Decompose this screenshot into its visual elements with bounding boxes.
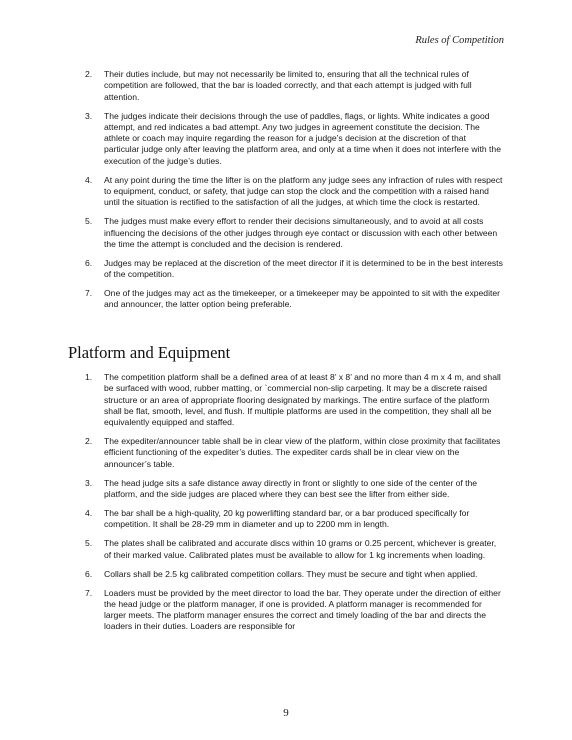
- item-text: The judges indicate their decisions through the use of paddles, flags, or lights. White indicates a good attempt, and red indicates a bad attempt. Any two judges in agreement constitute the decision. The athlete or coach may inquire regarding the reason for a judge’s decision at the discretion of that particular judge only after leaving the platform area, and only at a time when it does not interfere with the execution of the judge’s duties.: [104, 110, 501, 166]
- list-item: [85, 111, 503, 167]
- section-heading: Platform and Equipment: [68, 343, 231, 362]
- item-number: 2.: [85, 69, 93, 79]
- item-text: The head judge sits a safe distance away directly in front or slightly to one side of the center of the platform, and the side judges are placed where they can best see the lifter from either side.: [104, 477, 478, 500]
- item-text: One of the judges may act as the timekeeper, or a timekeeper may be appointed to sit with the expediter and announcer, the latter option being preferable.: [104, 288, 501, 310]
- item-number: 5.: [85, 538, 93, 549]
- item-text: The judges must make every effort to render their decisions simultaneously, and to avoid at all costs influencing the decisions of the other judges through eye contact or discussion with each other between the time the attempt is concluded and the decision is rendered.: [104, 216, 498, 249]
- item-number: 1.: [85, 372, 93, 382]
- item-number: 2.: [85, 436, 93, 447]
- item-number: 4.: [85, 174, 93, 185]
- platform-equipment-list: [85, 372, 503, 640]
- list-item: [85, 372, 503, 428]
- list-item: [85, 569, 503, 580]
- list-item: [85, 175, 503, 209]
- list-item: [85, 436, 503, 470]
- item-text: The bar shall be a high-quality, 20 kg powerlifting standard bar, or a bar produced specifically for competition. It shall be 28-29 mm in diameter and up to 2200 mm in length.: [104, 508, 470, 530]
- list-item: [85, 216, 503, 250]
- item-text: At any point during the time the lifter is on the platform any judge sees any infraction of rules with respect to equipment, conduct, or safety, that judge can stop the clock and the competition with a raised hand until the situation is rectified to the satisfaction of all the judges, at which time the clock is restarted.: [104, 174, 503, 208]
- item-text: Collars shall be 2.5 kg calibrated competition collars. They must be secure and tight when applied.: [104, 568, 478, 579]
- item-text: Loaders must be provided by the meet director to load the bar. They operate under the direction of either the head judge or the platform manager, if one is provided. A platform manager is recommended for larger meets. The platform manager ensures the correct and timely loading of the bar and directs the loaders in their duties. Loaders are responsible for: [104, 587, 501, 632]
- judges-duties-list: [85, 69, 503, 318]
- item-text: Their duties include, but may not necessarily be limited to, ensuring that all the technical rules of competition are followed, that the bar is loaded correctly, and that each attempt is judged with full attention.: [104, 69, 472, 102]
- list-item: [85, 288, 503, 311]
- page-number: 9: [283, 707, 289, 719]
- item-text: The expediter/announcer table shall be in clear view of the platform, within close proximity that facilitates efficient functioning of the expediter’s duties. The expediter cards shall be in clear view on the announcer’s table.: [104, 436, 501, 469]
- item-text: The plates shall be calibrated and accurate discs within 10 grams or 0.25 percent, whichever is greater, of their marked value. Calibrated plates must be available to allow for 1 kg increments when loading.: [104, 538, 497, 560]
- list-item: [85, 538, 503, 561]
- list-item: [85, 478, 503, 501]
- list-item: [85, 588, 503, 633]
- running-header: Rules of Competition: [415, 35, 504, 46]
- list-item: [85, 508, 503, 531]
- item-number: 3.: [85, 110, 93, 121]
- item-number: 6.: [85, 257, 93, 268]
- list-item: [85, 69, 503, 103]
- item-number: 7.: [85, 587, 93, 598]
- item-number: 5.: [85, 216, 93, 227]
- item-number: 3.: [85, 477, 93, 488]
- list-item: [85, 258, 503, 281]
- item-text: Judges may be replaced at the discretion of the meet director if it is determined to be in the best interests of the competition.: [104, 257, 503, 280]
- item-number: 7.: [85, 288, 93, 299]
- item-text: The competition platform shall be a defined area of at least 8’ x 8’ and no more than 4 m x 4 m, and shall be surfaced with wood, rubber matting, or `commercial non-slip carpeting. It may be a discrete raised structure or an area of appropriate flooring designated by markings. The entire surface of the platform shall be flat, smooth, level, and flush. If multiple platforms are used in the competition, they shall all be equivalently equipped and staffed.: [104, 372, 501, 428]
- item-number: 4.: [85, 508, 93, 519]
- item-number: 6.: [85, 568, 93, 579]
